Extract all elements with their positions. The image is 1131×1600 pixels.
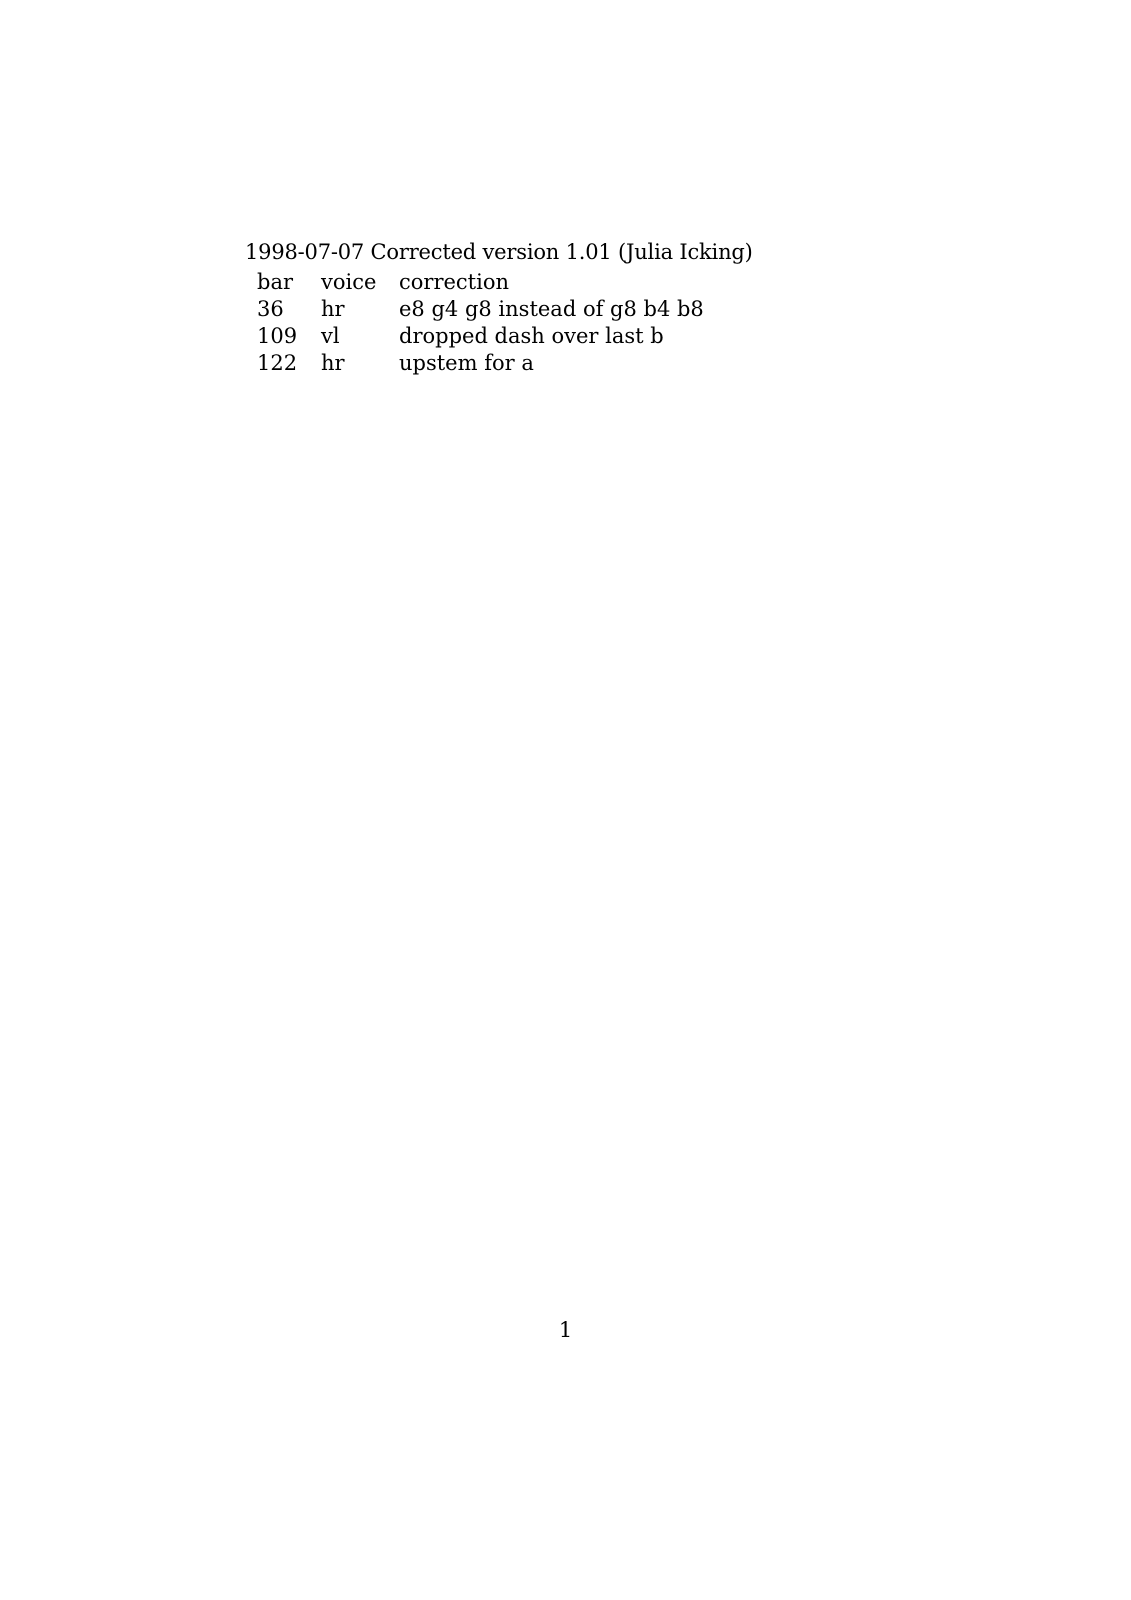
voice-cell: hr	[321, 351, 345, 375]
corrections-table	[249, 269, 704, 377]
table-row	[249, 350, 704, 377]
version-heading: 1998-07-07 Corrected version 1.01 (Julia Icking)	[245, 240, 753, 264]
table-row	[249, 323, 704, 350]
voice-cell: hr	[321, 297, 345, 321]
correction-cell: upstem for a	[399, 351, 534, 375]
page-number: 1	[558, 1318, 573, 1342]
table-row	[249, 296, 704, 323]
column-header-correction: correction	[399, 270, 509, 294]
correction-cell: e8 g4 g8 instead of g8 b4 b8	[399, 297, 704, 321]
bar-cell: 122	[257, 351, 298, 375]
bar-cell: 36	[257, 297, 284, 321]
bar-cell: 109	[257, 324, 298, 348]
voice-cell: vl	[321, 324, 340, 348]
table-header-row	[249, 269, 704, 296]
column-header-bar: bar	[257, 270, 294, 294]
column-header-voice: voice	[321, 270, 377, 294]
correction-cell: dropped dash over last b	[399, 324, 664, 348]
